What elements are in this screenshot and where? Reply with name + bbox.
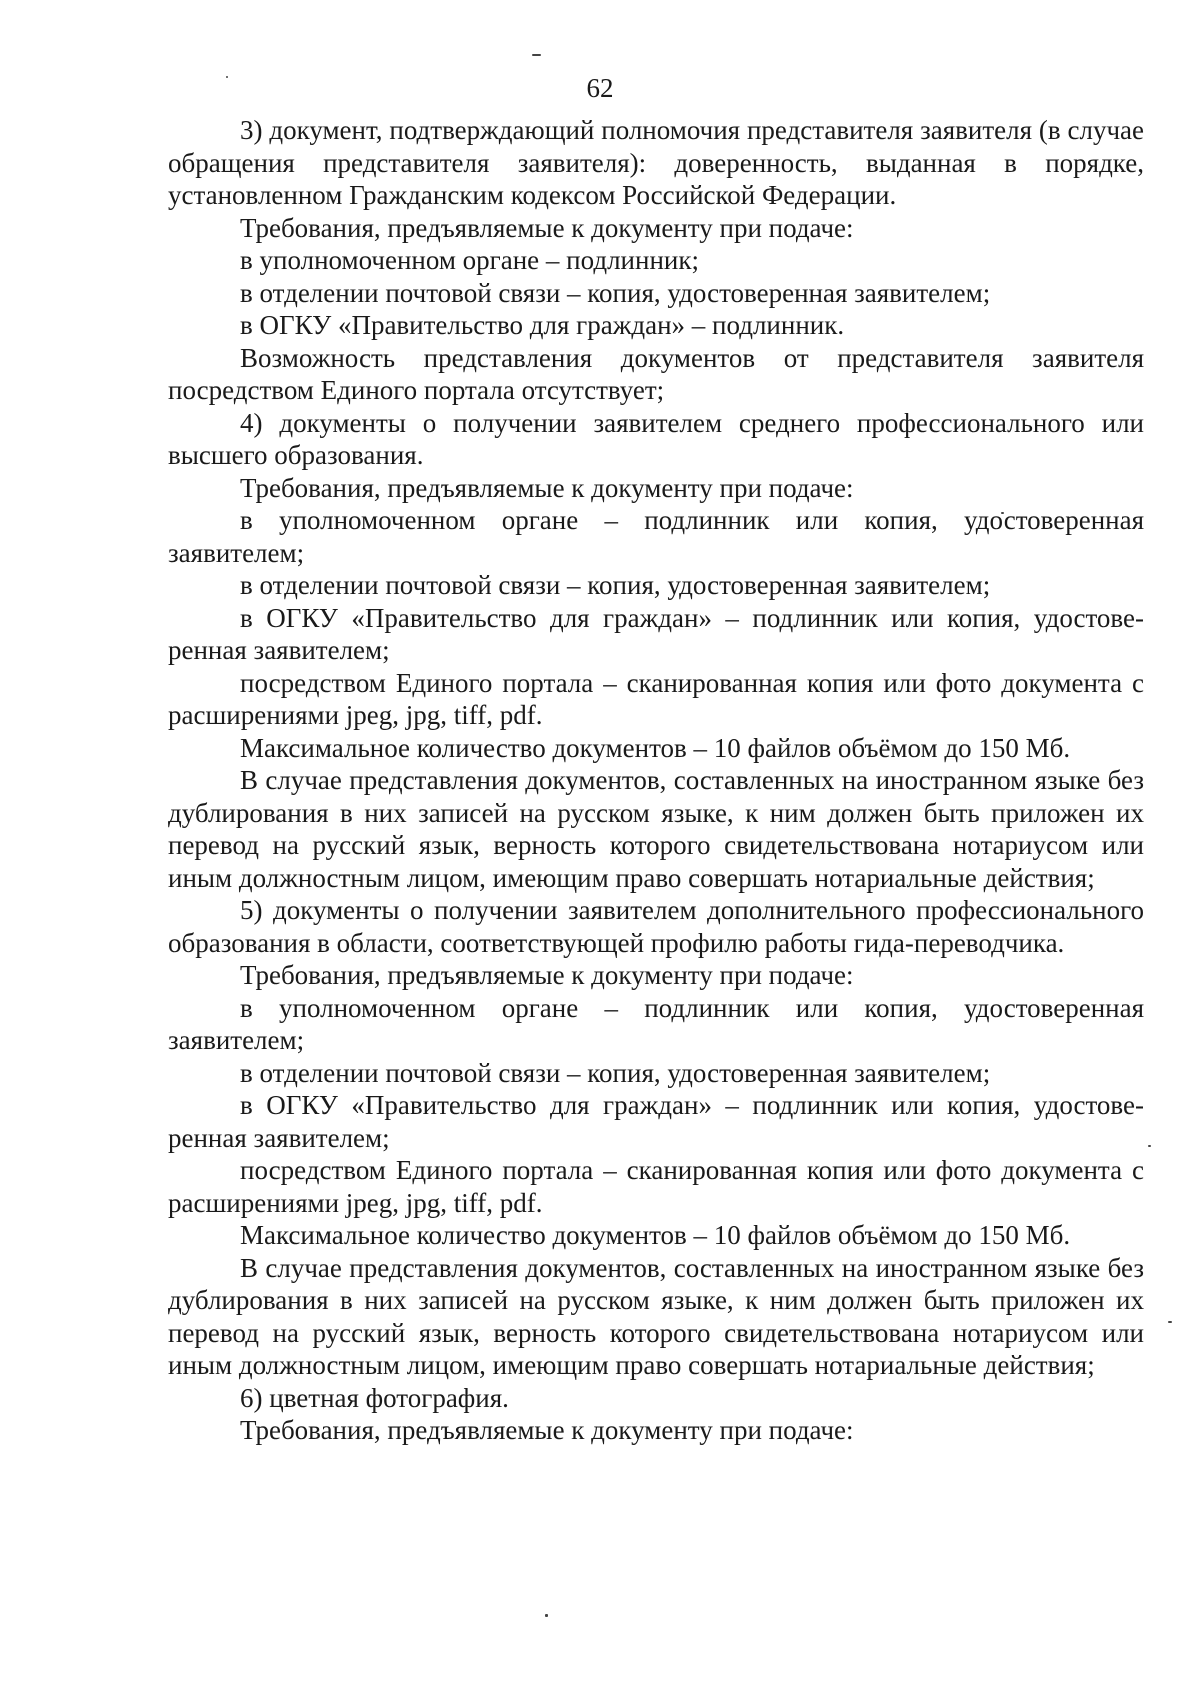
foreign-language-note: В случае представления документов, составленных на иностранном языке без дублирования в них записей на русском языке, к ним должен быть приложен их перевод на русский язык, верность которого свидетельствована нотариусом или иным должностным лицом, имеющим право совершать нотариальные действия;: [168, 1252, 1144, 1380]
requirements-heading: Требования, предъявляемые к документу при подаче:: [240, 960, 854, 990]
requirements-heading: Требования, предъявляемые к документу при подаче:: [240, 1415, 854, 1445]
requirement-portal: посредством Единого портала – сканированная копия или фото документа с расширениями jpeg, jpg, tiff, pdf.: [168, 1155, 1144, 1218]
requirements-heading: Требования, предъявляемые к документу при подаче:: [240, 212, 854, 243]
document-body: [168, 114, 1144, 1447]
requirement-post-office: в отделении почтовой связи – копия, удостоверенная заявителем;: [240, 570, 991, 600]
scan-speck: [545, 1614, 548, 1617]
page-number: 62: [586, 73, 614, 103]
paragraph-item-5: 5) документы о получении заявителем дополнительного профессионального образования в области, соответствующей профилю работы гида-переводчика.: [168, 895, 1144, 958]
requirement-authorized-body: в уполномоченном органе – подлинник;: [240, 245, 699, 275]
requirement-post-office: в отделении почтовой связи – копия, удостоверенная заявителем;: [240, 277, 991, 308]
requirements-heading: Требования, предъявляемые к документу при подаче:: [240, 472, 854, 503]
max-documents-note: Максимальное количество документов – 10 файлов объёмом до 150 Мб.: [240, 1220, 1071, 1250]
requirement-post-office: в отделении почтовой связи – копия, удостоверенная заявителем;: [240, 1057, 991, 1088]
scan-speck: [1148, 1145, 1151, 1147]
max-documents-note: Максимальное количество документов – 10 файлов объёмом до 150 Мб.: [240, 732, 1071, 763]
requirement-ogku: в ОГКУ «Правительство для граждан» – подлинник или копия, удостоверенная заявителем;: [168, 1090, 1144, 1153]
requirement-portal: посредством Единого портала – сканированная копия или фото документа с расширениями jpeg, jpg, tiff, pdf.: [168, 667, 1144, 730]
foreign-language-note: В случае представления документов, составленных на иностранном языке без дублирования в них записей на русском языке, к ним должен быть приложен их перевод на русский язык, верность которого свидетельствована нотариусом или иным должностным лицом, имеющим право совершать нотариальные действия;: [168, 765, 1144, 893]
scan-speck: [532, 54, 541, 56]
paragraph-item-6: 6) цветная фотография.: [240, 1382, 509, 1413]
requirement-ogku: в ОГКУ «Правительство для граждан» – подлинник.: [240, 310, 845, 340]
requirement-authorized-body: в уполномоченном органе – подлинник или копия, удостоверенная заявителем;: [168, 992, 1144, 1055]
requirement-ogku: в ОГКУ «Правительство для граждан» – подлинник или копия, удостоверенная заявителем;: [168, 602, 1144, 665]
requirement-authorized-body: в уполномоченном органе – подлинник или копия, удостоверенная заявителем;: [168, 505, 1144, 568]
paragraph-item-3: 3) документ, подтверждающий полномочия представителя заявителя (в случае обращения представителя заявителя): доверенность, выданная в порядке, установленном Гражданским кодексом Российской Федерации.: [168, 115, 1144, 210]
scan-speck: [1168, 1321, 1172, 1323]
paragraph-item-4: 4) документы о получении заявителем среднего профессионального или высшего образования.: [168, 407, 1144, 470]
portal-availability-note: Возможность представления документов от представителя заявителя посредством Единого портала отсутствует;: [168, 342, 1144, 405]
